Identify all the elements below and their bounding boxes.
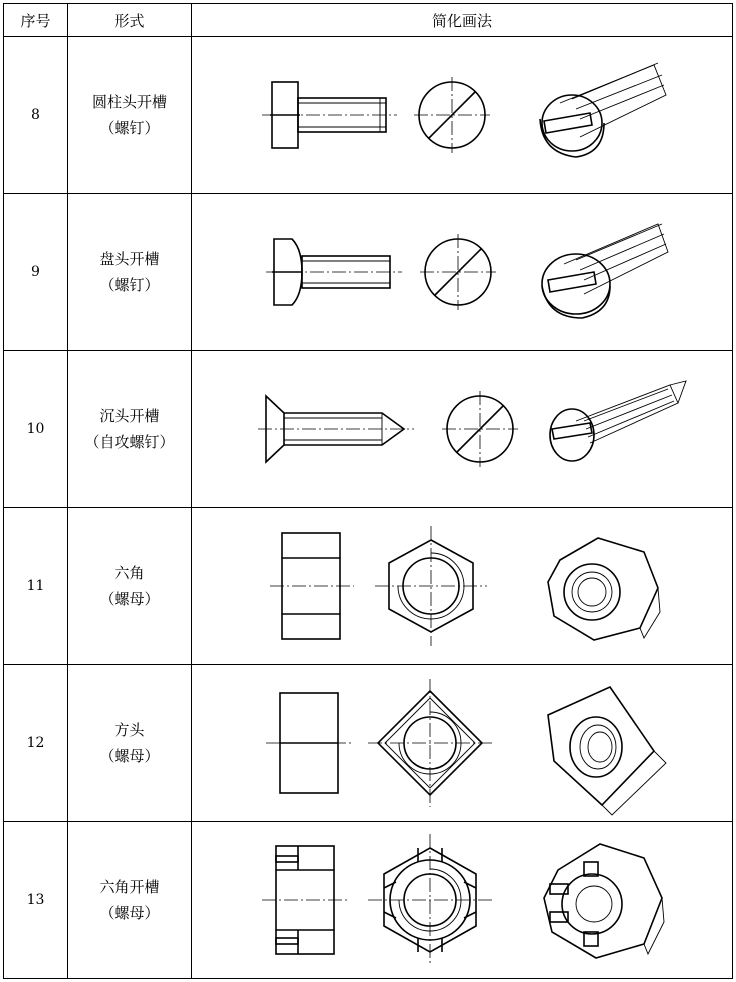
row-drawing bbox=[192, 37, 733, 194]
header-form: 形式 bbox=[68, 4, 192, 37]
row-drawing bbox=[192, 194, 733, 351]
side-view bbox=[270, 533, 354, 639]
form-type: （螺钉） bbox=[99, 119, 160, 137]
row-number: 11 bbox=[4, 508, 68, 665]
form-name: 圆柱头开槽 bbox=[91, 93, 167, 111]
top-view bbox=[368, 834, 492, 966]
row-form bbox=[68, 508, 192, 665]
square-nut-drawing bbox=[192, 665, 732, 821]
form-type: （螺母） bbox=[99, 590, 160, 608]
table-row bbox=[4, 822, 733, 979]
top-view bbox=[414, 77, 490, 153]
fastener-simplified-drawing-table bbox=[3, 3, 733, 979]
top-view bbox=[368, 679, 494, 807]
form-name: 方头 bbox=[114, 721, 145, 739]
slotted-pan-head-screw-drawing bbox=[192, 194, 732, 350]
hex-nut-drawing bbox=[192, 508, 732, 664]
row-form bbox=[68, 351, 192, 508]
slotted-countersunk-tapping-screw-drawing bbox=[192, 351, 732, 507]
table-row bbox=[4, 194, 733, 351]
iso-view bbox=[550, 381, 686, 461]
iso-view bbox=[544, 844, 664, 958]
top-view bbox=[375, 526, 487, 646]
form-name: 沉头开槽 bbox=[99, 407, 160, 425]
side-view bbox=[262, 846, 348, 954]
row-drawing bbox=[192, 351, 733, 508]
top-view bbox=[442, 391, 518, 467]
iso-view bbox=[548, 687, 666, 815]
form-name: 盘头开槽 bbox=[99, 250, 160, 268]
form-name: 六角开槽 bbox=[99, 878, 160, 896]
row-number: 12 bbox=[4, 665, 68, 822]
form-type: （螺钉） bbox=[99, 276, 160, 294]
slotted-cheese-head-screw-drawing bbox=[192, 37, 732, 193]
table-header-row bbox=[4, 4, 733, 37]
iso-view bbox=[540, 63, 666, 157]
row-number: 9 bbox=[4, 194, 68, 351]
row-number: 10 bbox=[4, 351, 68, 508]
table-row bbox=[4, 37, 733, 194]
table-row bbox=[4, 508, 733, 665]
header-no: 序号 bbox=[4, 4, 68, 37]
iso-view bbox=[548, 538, 660, 640]
header-drawing: 简化画法 bbox=[192, 4, 733, 37]
row-form bbox=[68, 822, 192, 979]
row-drawing bbox=[192, 665, 733, 822]
row-drawing bbox=[192, 822, 733, 979]
form-type: （螺母） bbox=[99, 904, 160, 922]
row-form bbox=[68, 37, 192, 194]
row-number: 13 bbox=[4, 822, 68, 979]
side-view bbox=[258, 396, 414, 462]
row-number: 8 bbox=[4, 37, 68, 194]
form-type: （螺母） bbox=[99, 747, 160, 765]
row-drawing bbox=[192, 508, 733, 665]
table-row bbox=[4, 351, 733, 508]
form-type: （自攻螺钉） bbox=[84, 433, 175, 451]
row-form bbox=[68, 194, 192, 351]
top-view bbox=[420, 234, 496, 310]
side-view bbox=[262, 82, 397, 148]
table-row bbox=[4, 665, 733, 822]
row-form bbox=[68, 665, 192, 822]
slotted-hex-nut-drawing bbox=[192, 822, 732, 978]
iso-view bbox=[542, 224, 668, 318]
side-view bbox=[266, 693, 352, 793]
side-view bbox=[266, 239, 402, 305]
form-name: 六角 bbox=[114, 564, 145, 582]
